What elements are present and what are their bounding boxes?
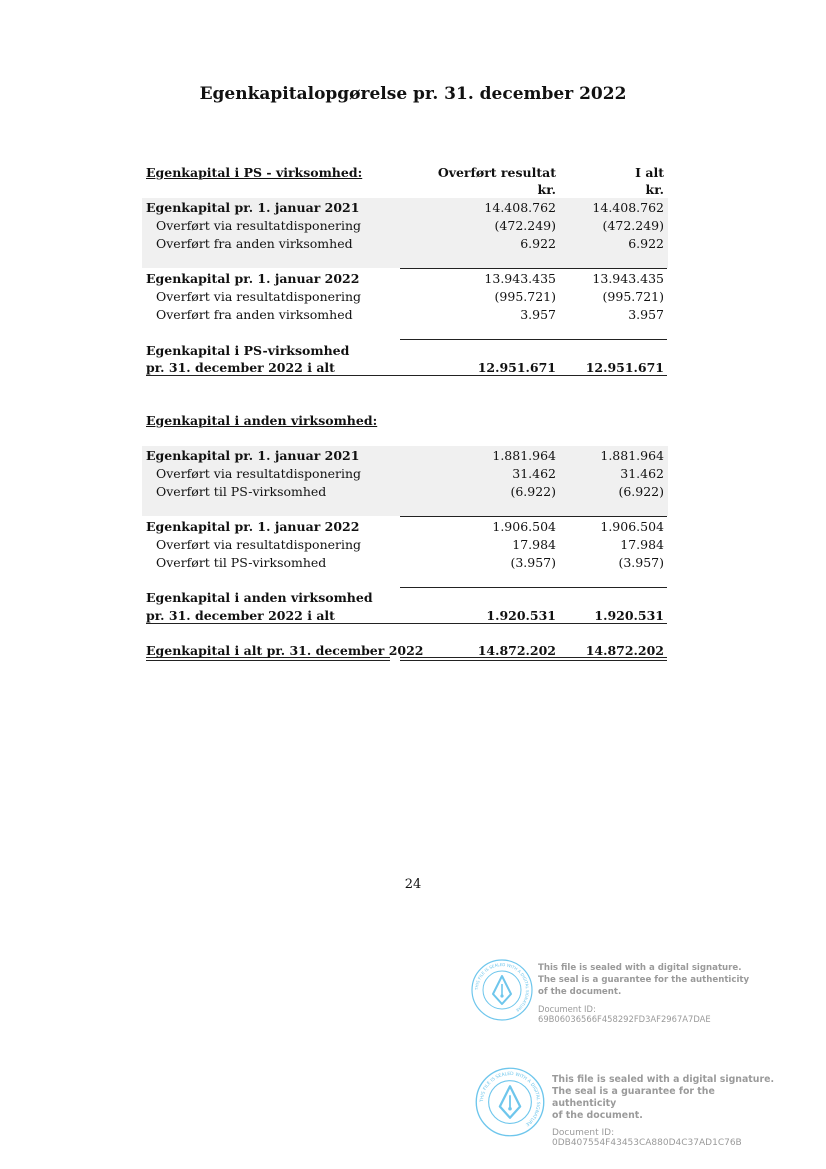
- other-total-c2: 1.920.531: [594, 608, 664, 623]
- rule-other-total-bottom: [146, 623, 667, 624]
- ps-2022-r1-c2: (995.721): [602, 289, 664, 304]
- other-total-label-line1: Egenkapital i anden virksomhed: [146, 590, 373, 605]
- other-2022-label: Egenkapital pr. 1. januar 2022: [146, 519, 360, 534]
- digital-seal: [474, 1066, 774, 1156]
- svg-text:THIS FILE IS SEALED WITH A DIG: THIS FILE IS SEALED WITH A DIGITAL SIGNATURE: [473, 961, 531, 1013]
- other-2022-c1: 1.906.504: [492, 519, 556, 534]
- grand-total-label: Egenkapital i alt pr. 31. december 2022: [146, 643, 424, 658]
- seal-text-line2: The seal is a guarantee for the authenticity: [538, 975, 750, 985]
- ps-2021-c1: 14.408.762: [484, 200, 556, 215]
- ps-section-heading: Egenkapital i PS - virksomhed:: [146, 165, 363, 180]
- ps-2022-label: Egenkapital pr. 1. januar 2022: [146, 271, 360, 286]
- grand-total-double-rule-values: [400, 657, 667, 661]
- rule-other-2022: [400, 516, 667, 517]
- other-2021-r2-c1: (6.922): [510, 484, 556, 499]
- ps-2022-c2: 13.943.435: [592, 271, 664, 286]
- seal-text-line3: of the document.: [552, 1110, 643, 1121]
- ps-2021-r1-c2: (472.249): [602, 218, 664, 233]
- ps-total-label-line2: pr. 31. december 2022 i alt: [146, 360, 335, 375]
- seal-text-line3: of the document.: [538, 987, 622, 997]
- other-2021-r2-label: Overført til PS-virksomhed: [156, 484, 327, 499]
- ps-2022-c1: 13.943.435: [484, 271, 556, 286]
- rule-other-total-top: [400, 587, 667, 588]
- ps-2022-r2-c2: 3.957: [628, 307, 664, 322]
- other-2021-c1: 1.881.964: [492, 448, 556, 463]
- other-2022-r1-c2: 17.984: [620, 537, 664, 552]
- other-2022-r1-c1: 17.984: [512, 537, 556, 552]
- seal-document-id-label: Document ID:: [552, 1128, 615, 1138]
- other-total-label-line2: pr. 31. december 2022 i alt: [146, 608, 335, 623]
- col-unit-2: kr.: [645, 182, 664, 197]
- col-header-overfoert: Overført resultat: [437, 165, 556, 180]
- other-2021-r1-c2: 31.462: [620, 466, 664, 481]
- svg-text:THIS FILE IS SEALED WITH A DIG: THIS FILE IS SEALED WITH A DIGITAL SIGNATURE: [479, 1071, 541, 1127]
- ps-2021-r2-c2: 6.922: [628, 236, 664, 251]
- seal-text-line1: This file is sealed with a digital signature.: [552, 1074, 775, 1085]
- ps-2021-r2-label: Overført fra anden virksomhed: [156, 236, 353, 251]
- grand-total-c1: 14.872.202: [477, 643, 556, 658]
- ps-2022-r1-c1: (995.721): [494, 289, 556, 304]
- seal-document-id: 0DB407554F43453CA880D4C37AD1C76B: [552, 1138, 742, 1148]
- col-unit-1: kr.: [537, 182, 556, 197]
- seal-document-id: 69B06036566F458292FD3AF2967A7DAE: [538, 1014, 711, 1024]
- ps-2021-label: Egenkapital pr. 1. januar 2021: [146, 200, 360, 215]
- rule-ps-total-top: [400, 339, 667, 340]
- other-2022-r2-c2: (3.957): [618, 555, 664, 570]
- page-number: 24: [404, 877, 422, 892]
- rule-ps-total-bottom: [146, 375, 667, 376]
- seal-document-id-label: Document ID:: [538, 1004, 596, 1014]
- ps-total-c1: 12.951.671: [477, 360, 556, 375]
- other-2021-label: Egenkapital pr. 1. januar 2021: [146, 448, 360, 463]
- seal-stamp-icon: [474, 1066, 546, 1138]
- ps-2021-c2: 14.408.762: [592, 200, 664, 215]
- other-2022-r2-c1: (3.957): [510, 555, 556, 570]
- other-2022-c2: 1.906.504: [600, 519, 664, 534]
- seal-stamp-icon: [470, 958, 534, 1022]
- ps-2022-r2-label: Overført fra anden virksomhed: [156, 307, 353, 322]
- other-2022-r2-label: Overført til PS-virksomhed: [156, 555, 327, 570]
- seal-text-line2: The seal is a guarantee for the authenticity: [552, 1086, 715, 1109]
- grand-total-c2: 14.872.202: [585, 643, 664, 658]
- seal-text-line1: This file is sealed with a digital signature.: [538, 963, 742, 973]
- ps-2021-r2-c1: 6.922: [520, 236, 556, 251]
- rule-ps-2022: [400, 268, 667, 269]
- col-header-i-alt: I alt: [635, 165, 664, 180]
- ps-2021-r1-c1: (472.249): [494, 218, 556, 233]
- ps-2022-r1-label: Overført via resultatdisponering: [156, 289, 362, 304]
- other-total-c1: 1.920.531: [486, 608, 556, 623]
- other-2021-r1-label: Overført via resultatdisponering: [156, 466, 362, 481]
- other-2022-r1-label: Overført via resultatdisponering: [156, 537, 362, 552]
- other-2021-c2: 1.881.964: [600, 448, 664, 463]
- page-title: Egenkapitalopgørelse pr. 31. december 2022: [199, 84, 627, 104]
- other-2021-r1-c1: 31.462: [512, 466, 556, 481]
- ps-total-label-line1: Egenkapital i PS-virksomhed: [146, 343, 350, 358]
- other-section-heading: Egenkapital i anden virksomhed:: [146, 413, 378, 428]
- digital-seal: [470, 958, 770, 1048]
- ps-2021-r1-label: Overført via resultatdisponering: [156, 218, 362, 233]
- other-2021-r2-c2: (6.922): [618, 484, 664, 499]
- ps-2022-r2-c1: 3.957: [520, 307, 556, 322]
- grand-total-double-rule-label: [146, 657, 390, 661]
- ps-total-c2: 12.951.671: [585, 360, 664, 375]
